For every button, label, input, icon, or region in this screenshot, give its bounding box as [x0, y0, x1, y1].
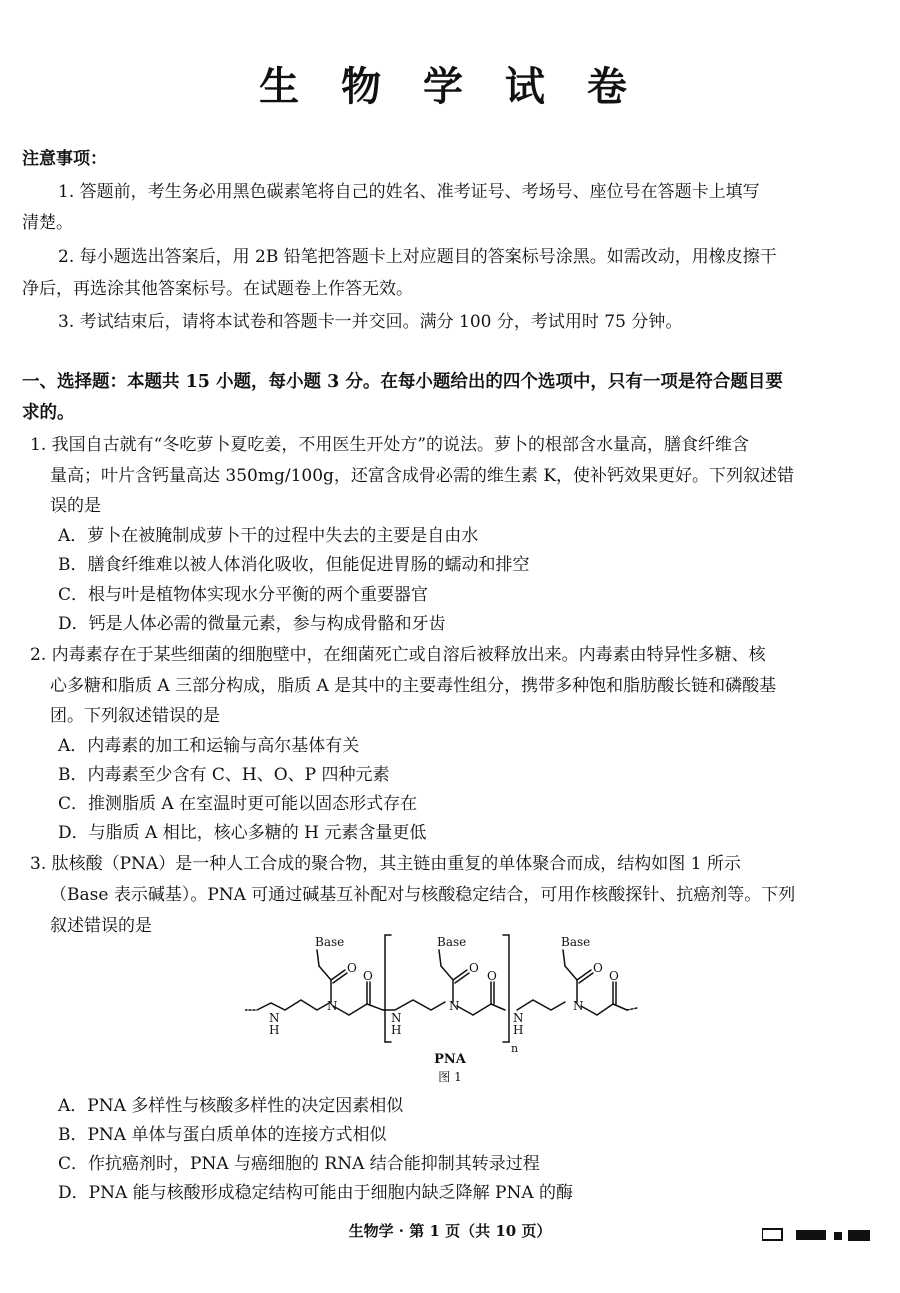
q1-stem-line-3: 误的是: [50, 496, 101, 516]
repeat-subscript: n: [511, 1042, 519, 1055]
oxygen-label-5: O: [487, 969, 497, 983]
q3-stem-line-3: 叙述错误的是: [50, 916, 152, 936]
q3-stem-line-1: 3. 肽核酸（PNA）是一种人工合成的聚合物，其主链由重复的单体聚合而成，结构如图 1 所示: [30, 854, 741, 874]
q1-option-b: B．膳食纤维难以被人体消化吸收，但能促进胃肠的蠕动和排空: [58, 555, 530, 575]
q2-stem-line-3: 团。下列叙述错误的是: [50, 706, 220, 726]
nitrogen-label-3: N: [391, 1011, 402, 1025]
q2-option-b: B．内毒素至少含有 C、H、O、P 四种元素: [58, 765, 390, 785]
notice-item-3: 3. 考试结束后，请将本试卷和答题卡一并交回。满分 100 分，考试用时 75 分钟。: [58, 312, 683, 332]
oxygen-label-1: O: [347, 961, 357, 975]
q1-stem-line-1: 1. 我国自古就有“冬吃萝卜夏吃姜，不用医生开处方”的说法。萝卜的根部含水量高，膳食纤维含: [30, 435, 750, 455]
base-label-1: Base: [315, 935, 345, 949]
scan-mark: [762, 1226, 872, 1244]
q2-stem-line-2: 心多糖和脂质 A 三部分构成，脂质 A 是其中的主要毒性组分，携带多种饱和脂肪酸长链和磷酸基: [50, 676, 777, 696]
q2-stem-line-1: 2. 内毒素存在于某些细菌的细胞壁中，在细菌死亡或自溶后被释放出来。内毒素由特异性多糖、核: [30, 645, 766, 665]
notice-item-2-line-2: 净后，再选涂其他答案标号。在试题卷上作答无效。: [22, 279, 413, 299]
notice-item-1-line-1: 1. 答题前，考生务必用黑色碳素笔将自己的姓名、准考证号、考场号、座位号在答题卡上填写: [58, 182, 760, 202]
q3-option-b: B．PNA 单体与蛋白质单体的连接方式相似: [58, 1125, 387, 1145]
q2-option-a: A．内毒素的加工和运输与高尔基体有关: [58, 736, 360, 756]
q1-stem-line-2: 量高；叶片含钙量高达 350mg/100g，还富含成骨必需的维生素 K，使补钙效果更好。下列叙述错: [50, 466, 795, 486]
oxygen-label-3: O: [593, 961, 603, 975]
oxygen-label-6: O: [609, 969, 619, 983]
q1-option-c: C．根与叶是植物体实现水分平衡的两个重要器官: [58, 585, 429, 605]
nitrogen-label-2: N: [327, 999, 338, 1013]
q3-option-a: A．PNA 多样性与核酸多样性的决定因素相似: [58, 1096, 404, 1116]
nitrogen-label-6: N: [573, 999, 584, 1013]
exam-title: 生 物 学 试 卷: [259, 63, 641, 110]
notice-heading: 注意事项：: [22, 149, 107, 169]
base-label-3: Base: [561, 935, 591, 949]
oxygen-label-4: O: [363, 969, 373, 983]
page-footer: 生物学 · 第 1 页（共 10 页）: [348, 1222, 552, 1240]
q2-option-d: D．与脂质 A 相比，核心多糖的 H 元素含量更低: [58, 823, 427, 843]
q3-option-c: C．作抗癌剂时，PNA 与癌细胞的 RNA 结合能抑制其转录过程: [58, 1154, 540, 1174]
hydrogen-label-2: H: [391, 1023, 402, 1037]
section-heading-line-1: 一、选择题：本题共 15 小题，每小题 3 分。在每小题给出的四个选项中，只有一项是符合题目要: [22, 372, 783, 392]
notice-item-1-line-2: 清楚。: [22, 213, 73, 233]
hydrogen-label-1: H: [269, 1023, 280, 1037]
hydrogen-label-3: H: [513, 1023, 524, 1037]
q3-stem-line-2: （Base 表示碱基）。PNA 可通过碱基互补配对与核酸稳定结合，可用作核酸探针、抗癌剂等。下列: [50, 885, 796, 905]
nitrogen-label-4: N: [449, 999, 460, 1013]
figure-caption: 图 1: [438, 1070, 462, 1084]
q1-option-d: D．钙是人体必需的微量元素，参与构成骨骼和牙齿: [58, 614, 446, 634]
figure-name: PNA: [434, 1052, 466, 1067]
oxygen-label-2: O: [469, 961, 479, 975]
nitrogen-label-5: N: [513, 1011, 524, 1025]
notice-item-2-line-1: 2. 每小题选出答案后，用 2B 铅笔把答题卡上对应题目的答案标号涂黑。如需改动，用橡皮擦干: [58, 247, 777, 267]
q1-option-a: A．萝卜在被腌制成萝卜干的过程中失去的主要是自由水: [58, 526, 479, 546]
nitrogen-label-1: N: [269, 1011, 280, 1025]
base-label-2: Base: [437, 935, 467, 949]
section-heading-line-2: 求的。: [22, 403, 75, 423]
q2-option-c: C．推测脂质 A 在室温时更可能以固态形式存在: [58, 794, 418, 814]
q3-option-d: D．PNA 能与核酸形成稳定结构可能由于细胞内缺乏降解 PNA 的酶: [58, 1183, 574, 1203]
